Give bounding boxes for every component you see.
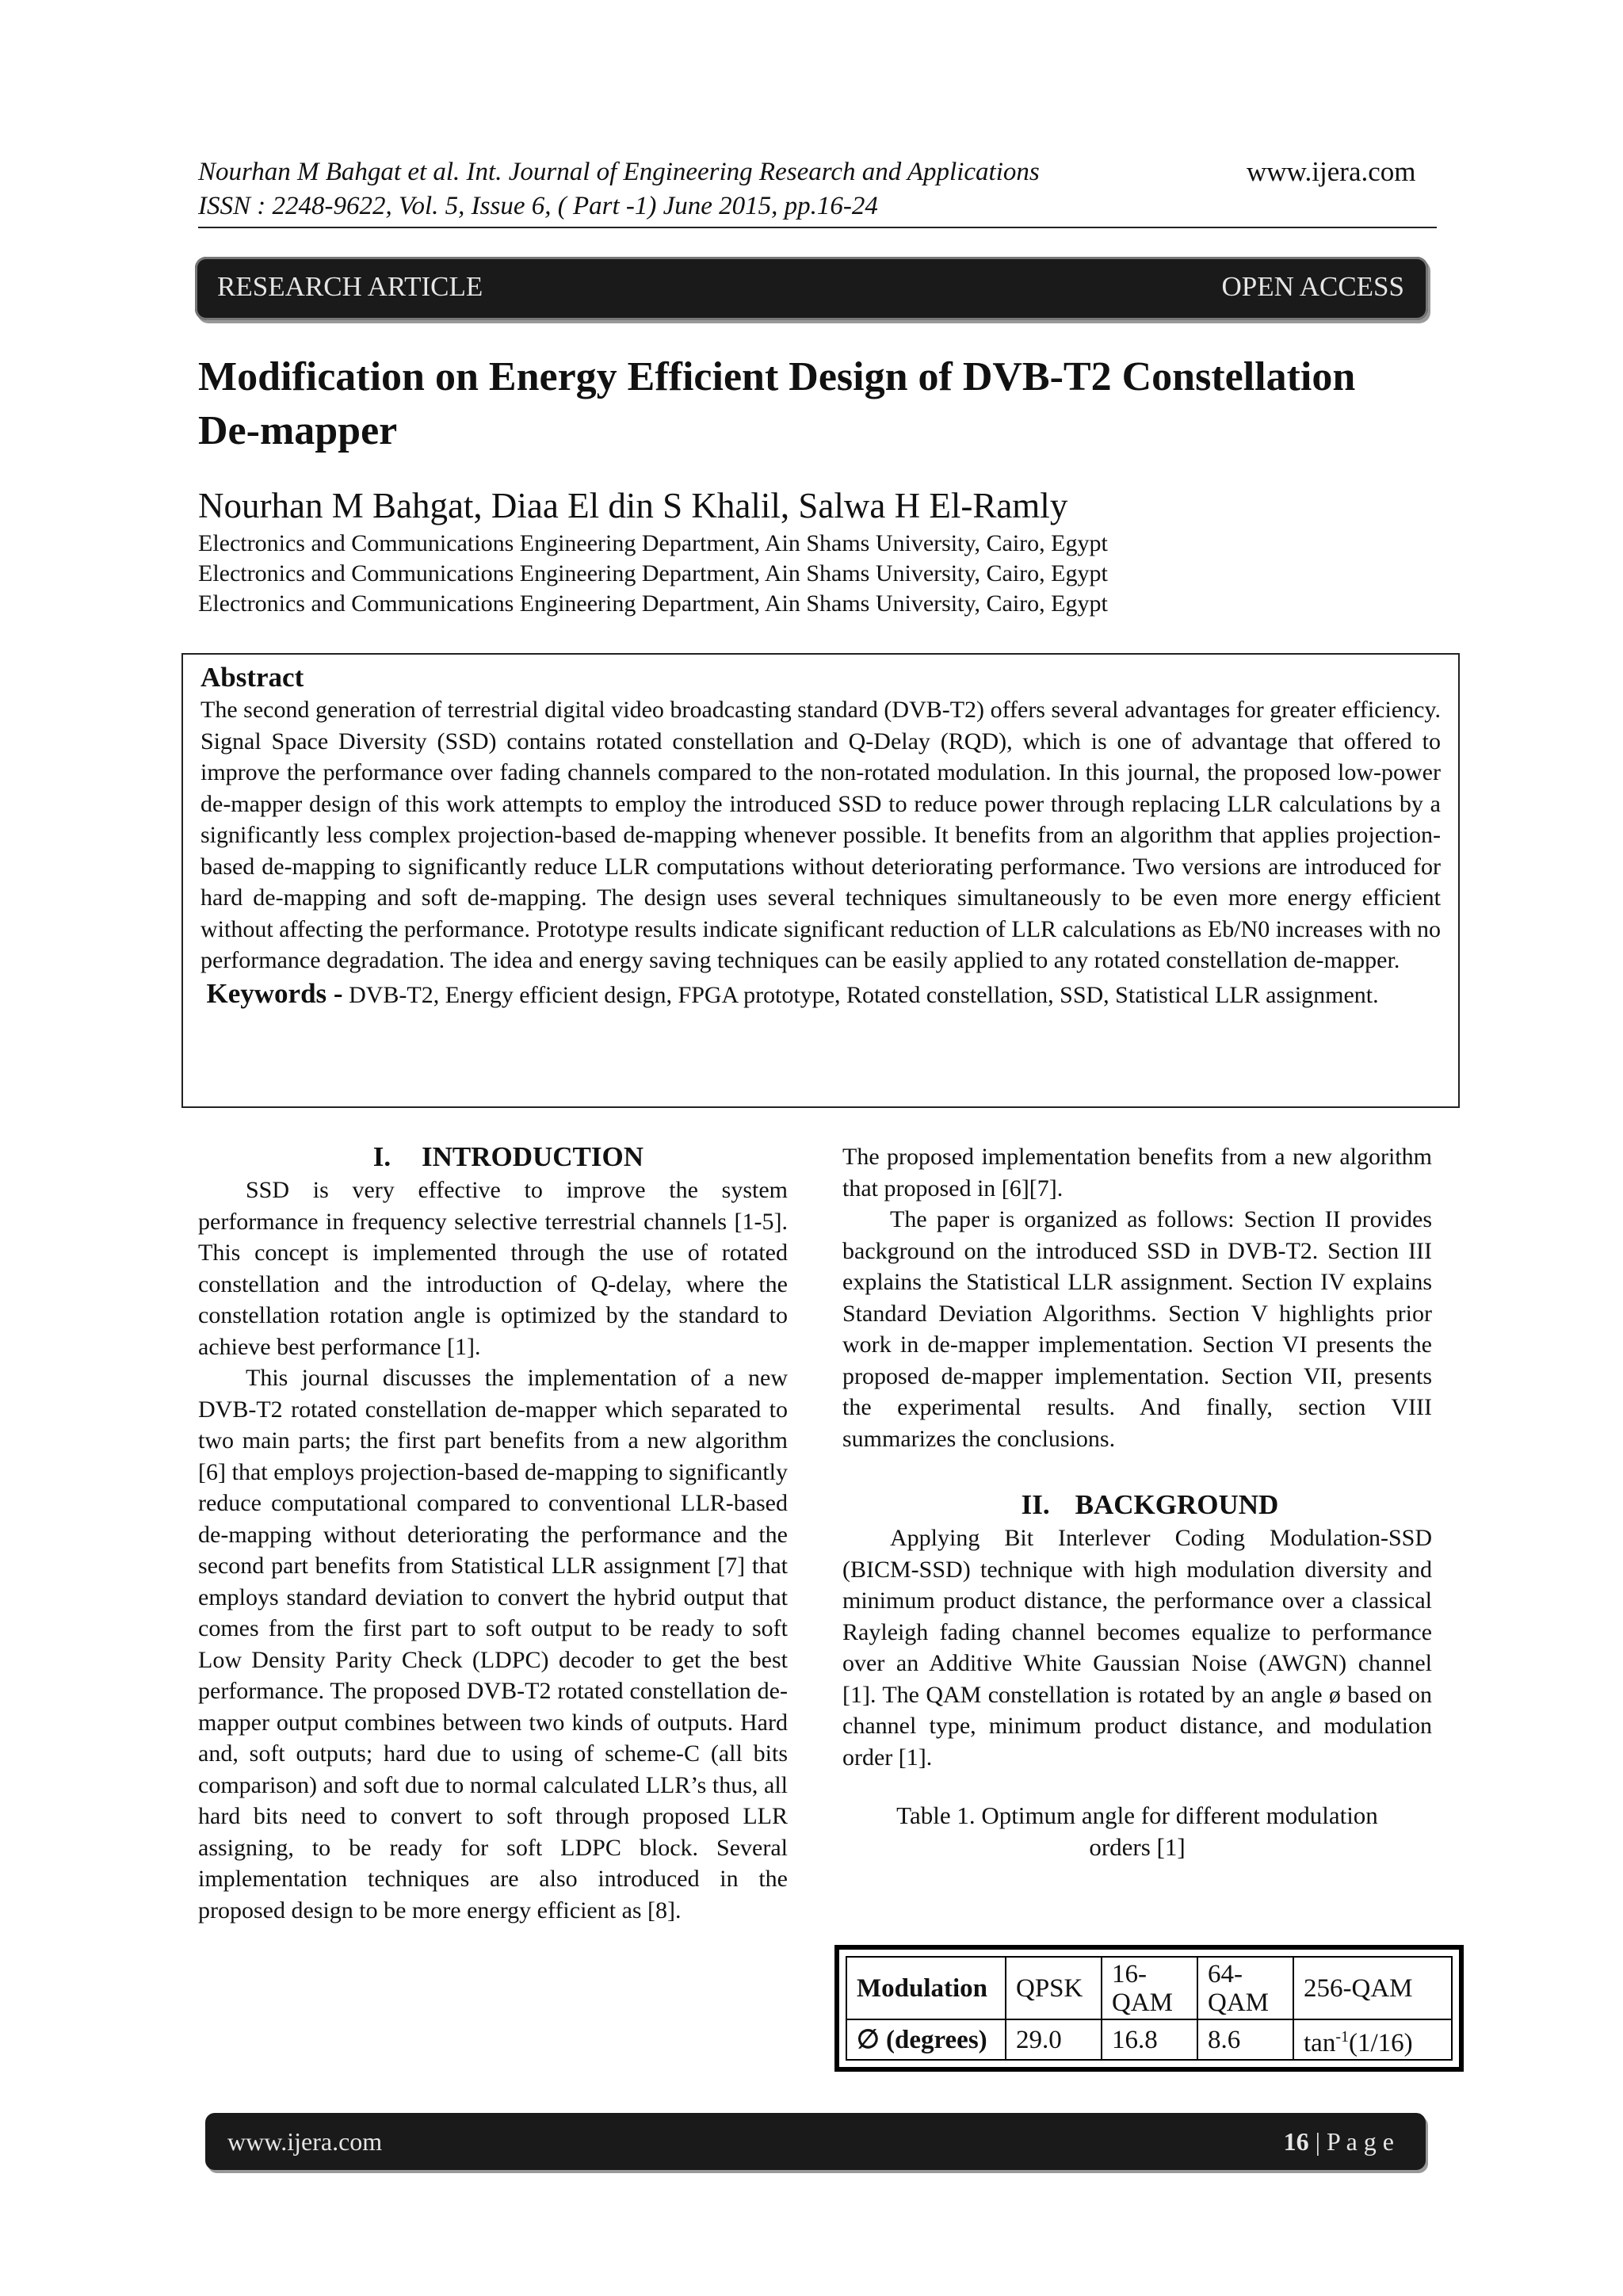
table-caption: Table 1. Optimum angle for different modulation orders [1] [896,1801,1378,1861]
research-article-label: RESEARCH ARTICLE [217,271,483,302]
background-paragraph-1: Applying Bit Interlever Coding Modulation-SSD (BICM-SSD) technique with high modulation diversity and minimum product distance, the performance over a classical Rayleigh fading channel becomes equalize to performance over an Additive White Gaussian Noise (AWGN) channel [1]. The QAM constellation is rotated by an angle ø based on channel type, minimum product distance, and modulation order [1]. [842,1525,1432,1771]
right-paragraph-1: The proposed implementation benefits from a new algorithm that proposed in [6][7]. [842,1144,1432,1201]
journal-citation: Nourhan M Bahgat et al. Int. Journal of Engineering Research and Applications [198,158,1040,186]
section-heading-introduction: I. INTRODUCTION [372,1141,644,1172]
abstract-box [181,653,1460,1108]
abstract-text: The second generation of terrestrial digital video broadcasting standard (DVB-T2) offers several advantages for greater efficiency. Signal Space Diversity (SSD) contains rotated constellation and Q-Delay (RQD), which is one of advantage that offered to improve the performance over fading channels compared to the non-rotated modulation. In this journal, the proposed low-power de-mapper design of this work attempts to employ the introduced SSD to reduce power through replacing LLR calculations by a significantly less complex projection-based de-mapping whenever possible. It benefits from an algorithm that applies projection-based de-mapping to significantly reduce LLR computations without deteriorating performance. Two versions are introduced for hard de-mapping and soft de-mapping. The design uses several techniques simultaneously to be even more energy efficient without affecting the performance. Prototype results indicate significant reduction of LLR calculations as Eb/N0 increases with no performance degradation. The idea and energy saving techniques can be easily applied to any rotated constellation de-mapper. [200,697,1441,973]
table-row: ∅ (degrees) 29.0 16.8 8.6 $\tan^{-1}(1/16)$ [846,2019,1452,2060]
affiliations [198,529,1108,619]
page-number: 16 | P a g e [1283,2127,1394,2156]
left-column [198,1140,788,1926]
right-column [842,1141,1432,1863]
page-footer [205,2113,1426,2170]
open-access-label: OPEN ACCESS [1221,271,1404,302]
issn-line: ISSN : 2248-9622, Vol. 5, Issue 6, ( Part -1) June 2015, pp.16-24 [198,192,878,220]
intro-paragraph-1: SSD is very effective to improve the system performance in frequency selective terrestrial channels [1-5]. This concept is implemented through the use of rotated constellation and the introduction of Q-delay, where the constellation rotation angle is optimized by the standard to achieve best performance [1]. [198,1177,788,1360]
abstract-heading: Abstract [200,662,304,693]
header-rule [198,227,1437,228]
table-1 [834,1945,1464,2072]
affiliation-3: Electronics and Communications Engineering Department, Ain Shams University, Cairo, Egypt [198,590,1108,617]
article-type-banner [195,257,1428,320]
section-heading-background: II. BACKGROUND [1021,1489,1279,1520]
paper-title: Modification on Energy Efficient Design of DVB-T2 Constellation De-mapper [198,354,1356,453]
table-row: Modulation QPSK 16-QAM 64-QAM 256-QAM [846,1957,1452,2019]
footer-website[interactable]: www.ijera.com [227,2127,383,2156]
authors: Nourhan M Bahgat, Diaa El din S Khalil, Salwa H El-Ramly [198,486,1068,525]
affiliation-2: Electronics and Communications Engineering Department, Ain Shams University, Cairo, Egypt [198,560,1108,586]
right-paragraph-2: The paper is organized as follows: Section II provides background on the introduced SSD in DVB-T2. Section III explains the Statistical LLR assignment. Section IV explains Standard Deviation Algorithms. Section V highlights prior work in de-mapper implementation. Section VI presents the proposed de-mapper implementation. Section VII, presents the experimental results. And finally, section VIII summarizes the conclusions. [842,1206,1432,1452]
keywords: Keywords - DVB-T2, Energy efficient design, FPGA prototype, Rotated constellation, SSD, Statistical LLR assignment. [206,977,1379,1009]
affiliation-1: Electronics and Communications Engineering Department, Ain Shams University, Cairo, Egypt [198,530,1108,556]
intro-paragraph-2: This journal discusses the implementation of a new DVB-T2 rotated constellation de-mapper which separated to two main parts; the first part benefits from a new algorithm [6] that employs projection-based de-mapping to significantly reduce computational compared to conventional LLR-based de-mapping without deteriorating the performance and the second part benefits from Statistical LLR assignment [7] that employs standard deviation to convert the hybrid output that comes from the first part to soft output to be ready to soft Low Density Parity Check (LDPC) decoder to get the best performance. The proposed DVB-T2 rotated constellation de-mapper output combines between two kinds of outputs. Hard and, soft outputs; hard due to using of scheme-C (all bits comparison) and soft due to normal calculated LLR’s thus, all hard bits need to convert to soft through proposed LLR assigning, to be ready for soft LDPC block. Several implementation techniques are also introduced in the proposed design to be more energy efficient as [8]. [198,1365,788,1924]
journal-website[interactable]: www.ijera.com [1247,156,1416,187]
angle-256qam: $\tan^{-1}(1/16)$ [1293,2019,1452,2060]
